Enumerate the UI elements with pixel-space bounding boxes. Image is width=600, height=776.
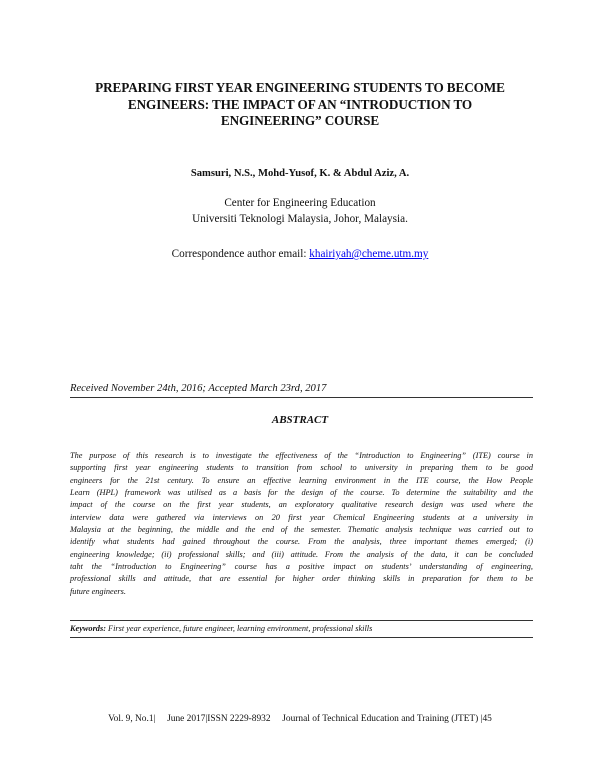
author-list: Samsuri, N.S., Mohd-Yusof, K. & Abdul Aziz, A.: [190, 168, 410, 179]
paper-title: [60, 80, 540, 130]
correspondence: [0, 248, 600, 260]
abstract-heading: ABSTRACT: [271, 414, 329, 426]
keywords: [70, 624, 372, 633]
correspondence-label: Correspondence author email:: [171, 248, 310, 260]
page-footer: Vol. 9, No.1| June 2017|ISSN 2229-8932 Journal of Technical Education and Training (JTET) |45: [108, 714, 492, 724]
affiliation-line-2: Universiti Teknologi Malaysia, Johor, Malaysia.: [192, 213, 408, 225]
abstract-line: impact of the course on the first year students, an exploratory qualitative research design was used where the: [70, 500, 533, 510]
divider-bottom: [70, 637, 533, 638]
abstract-line: The purpose of this research is to investigate the effectiveness of the “Introduction to Engineering” (ITE) course in: [70, 451, 533, 460]
abstract-line: professional skills and attitude, that are essential for higher order thinking skills in preparation for them to be: [70, 574, 533, 584]
abstract-line: supporting first year engineering students to transition from school to university in preparing them to be good: [70, 463, 533, 473]
divider-keywords: [70, 620, 533, 621]
abstract-line: Learn (HPL) framework was utilised as a basis for the design of the course. To determine the suitability and the: [70, 488, 533, 498]
keywords-text: First year experience, future engineer, learning environment, professional skills: [105, 624, 373, 633]
received-accepted-dates: Received November 24th, 2016; Accepted March 23rd, 2017: [70, 383, 327, 394]
keywords-label: Keywords:: [70, 624, 106, 633]
abstract-line: future engineers.: [70, 586, 126, 596]
divider-top: [70, 397, 533, 398]
abstract-line: Malaysia at the beginning, the middle and the end of the semester. Thematic analysis technique was carried out to: [70, 525, 533, 535]
abstract-line: interview data were gathered via interviews on 20 first year Chemical Engineering students at a university in: [70, 512, 533, 522]
correspondence-email-link[interactable]: khairiyah@cheme.utm.my: [309, 248, 429, 260]
affiliation-line-1: Center for Engineering Education: [224, 197, 376, 209]
abstract-line: taht the “Introduction to Engineering” course has a positive impact on students’ understanding of engineering,: [70, 562, 533, 572]
abstract-body: [70, 450, 533, 598]
abstract-line: identify what students had gained throughout the course. From the analysis, three important themes emerged; (i): [70, 537, 533, 547]
abstract-line: engineers for the 21st century. To ensure an effective learning environment in the ITE course, the How People: [70, 475, 533, 485]
title-line-1: PREPARING FIRST YEAR ENGINEERING STUDENTS TO BECOME: [95, 80, 505, 95]
title-line-3: ENGINEERING” COURSE: [220, 113, 380, 128]
title-line-2: ENGINEERS: THE IMPACT OF AN “INTRODUCTION TO: [127, 96, 473, 112]
abstract-line: engineering knowledge; (ii) professional skills; and (iii) attitude. From the analysis of the data, it can be concluded: [70, 549, 533, 559]
